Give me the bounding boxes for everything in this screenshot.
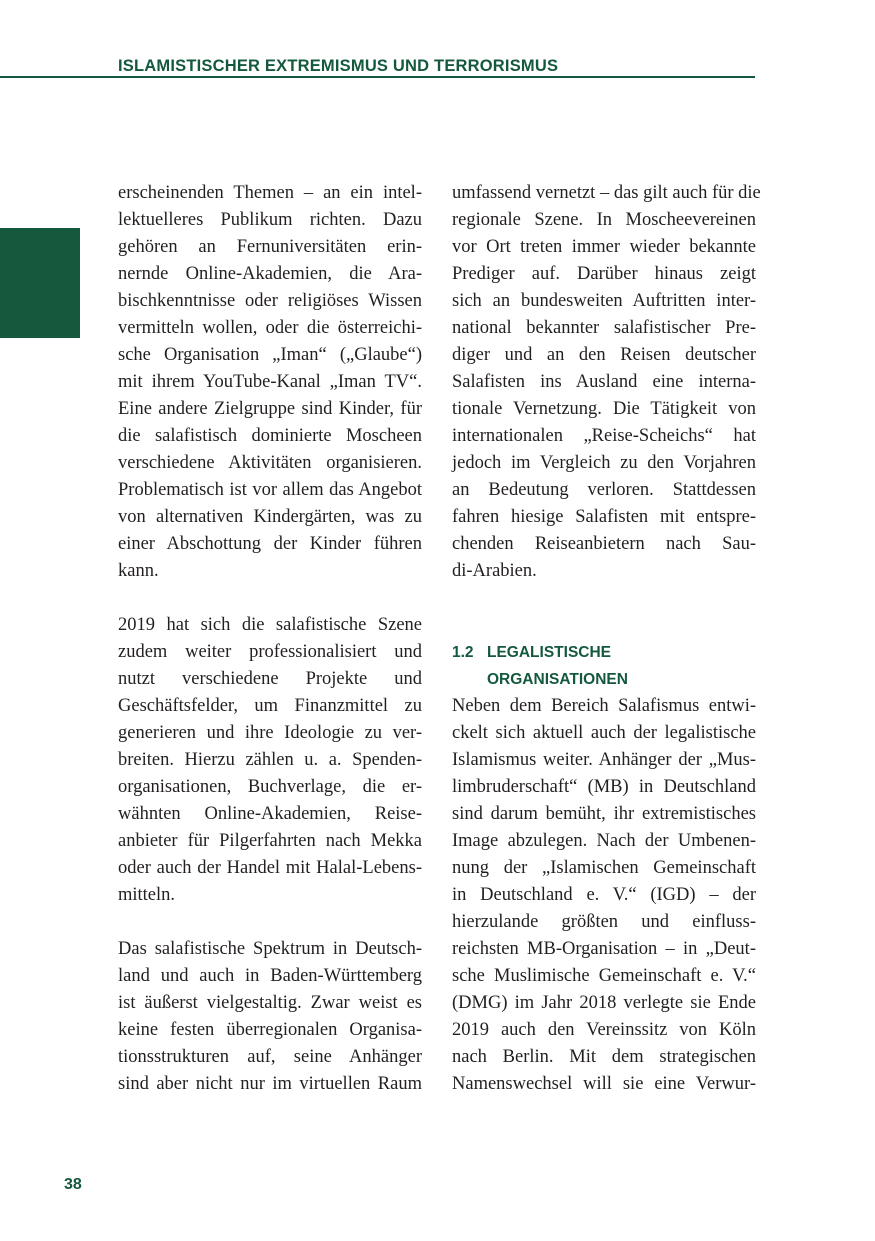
text-line: organisationen, Buchverlage, die er- [118, 777, 422, 797]
paragraph [452, 693, 756, 1098]
text-line: vor Ort treten immer wieder bekannte [452, 237, 756, 257]
text-line: von alternativen Kindergärten, was zu [118, 507, 422, 527]
section-title-line: ORGANISATIONEN [487, 671, 628, 688]
text-line: umfassend vernetzt – das gilt auch für die [452, 183, 761, 203]
text-line: mitteln. [118, 885, 176, 905]
text-line: Geschäftsfelder, um Finanzmittel zu [118, 696, 422, 716]
text-line: tionale Vernetzung. Die Tätigkeit von [452, 399, 756, 419]
text-line: bischkenntnisse oder religiöses Wissen [118, 291, 422, 311]
text-line: wähnten Online-Akademien, Reise- [118, 804, 422, 824]
text-line: hierzulande größten und einfluss- [452, 912, 756, 932]
text-line: tionsstrukturen auf, seine Anhänger [118, 1047, 422, 1067]
section-heading [452, 639, 756, 693]
text-line: nach Berlin. Mit dem strategischen [452, 1047, 756, 1067]
text-line: di-Arabien. [452, 561, 537, 581]
text-line: Das salafistische Spektrum in Deutsch- [118, 939, 422, 959]
text-line: Prediger auf. Darüber hinaus zeigt [452, 264, 756, 284]
text-line: zudem weiter professionalisiert und [118, 642, 422, 662]
text-line: Eine andere Zielgruppe sind Kinder, für [118, 399, 422, 419]
text-line: generieren und ihre Ideologie zu ver- [118, 723, 422, 743]
text-line: Islamismus weiter. Anhänger der „Mus- [452, 750, 756, 770]
text-line: breiten. Hierzu zählen u. a. Spenden- [118, 750, 422, 770]
text-line: einer Abschottung der Kinder führen [118, 534, 422, 554]
text-line: reichsten MB-Organisation – in „Deut- [452, 939, 756, 959]
text-line: erscheinenden Themen – an ein intel- [118, 183, 422, 203]
text-line: national bekannter salafistischer Pre- [452, 318, 756, 338]
paragraph [118, 180, 422, 585]
text-line: nung der „Islamischen Gemeinschaft [452, 858, 756, 878]
text-line: 2019 auch den Vereinssitz von Köln [452, 1020, 756, 1040]
text-line: 2019 hat sich die salafistische Szene [118, 615, 422, 635]
text-line: sche Organisation „Iman“ („Glaube“) [118, 345, 422, 365]
text-line: Image abzulegen. Nach der Umbenen- [452, 831, 756, 851]
text-line: nernde Online-Akademien, die Ara- [118, 264, 422, 284]
running-header: ISLAMISTISCHER EXTREMISMUS UND TERRORISMUS [118, 57, 559, 75]
text-line: nutzt verschiedene Projekte und [118, 669, 422, 689]
text-line: die salafistisch dominierte Moscheen [118, 426, 422, 446]
text-line: ist äußerst vielgestaltig. Zwar weist es [118, 993, 422, 1013]
text-line: limbruderschaft“ (MB) in Deutschland [452, 777, 756, 797]
text-line: an Bedeutung verloren. Stattdessen [452, 480, 756, 500]
text-line: verschiedene Aktivitäten organisieren. [118, 453, 422, 473]
text-line: diger und an den Reisen deutscher [452, 345, 756, 365]
text-line: chenden Reiseanbietern nach Sau- [452, 534, 756, 554]
text-line: mit ihrem YouTube-Kanal „Iman TV“. [118, 372, 422, 392]
section-number: 1.2 [452, 644, 474, 661]
text-line: sche Muslimische Gemeinschaft e. V.“ [452, 966, 756, 986]
right-column [452, 180, 761, 1098]
text-line: Namenswechsel will sie eine Verwur- [452, 1074, 756, 1094]
text-line: oder auch der Handel mit Halal-Lebens- [118, 858, 422, 878]
text-line: sich an bundesweiten Auftritten inter- [452, 291, 756, 311]
text-line: Problematisch ist vor allem das Angebot [118, 480, 422, 500]
text-line: vermitteln wollen, oder die österreichi- [118, 318, 422, 338]
text-line: anbieter für Pilgerfahrten nach Mekka [118, 831, 422, 851]
page-number: 38 [64, 1176, 82, 1193]
text-line: ckelt sich aktuell auch der legalistische [452, 723, 756, 743]
text-line: lektuelleres Publikum richten. Dazu [118, 210, 422, 230]
text-line: jedoch im Vergleich zu den Vorjahren [452, 453, 756, 473]
section-title-line: LEGALISTISCHE [487, 644, 612, 661]
text-line: kann. [118, 561, 159, 581]
text-line: (DMG) im Jahr 2018 verlegte sie Ende [452, 993, 756, 1013]
paragraph [452, 180, 761, 585]
text-line: internationalen „Reise-Scheichs“ hat [452, 426, 756, 446]
text-line: gehören an Fernuniversitäten erin- [118, 237, 422, 257]
text-line: sind darum bemüht, ihr extremistisches [452, 804, 756, 824]
paragraph [118, 936, 422, 1098]
text-line: in Deutschland e. V.“ (IGD) – der [452, 885, 756, 905]
chapter-tab-marker [0, 228, 80, 338]
header-rule [0, 76, 755, 78]
paragraph [118, 612, 422, 909]
text-line: regionale Szene. In Moscheevereinen [452, 210, 756, 230]
text-line: Salafisten ins Ausland eine interna- [452, 372, 756, 392]
left-column [118, 180, 422, 1098]
text-line: land und auch in Baden-Württemberg [118, 966, 422, 986]
text-line: Neben dem Bereich Salafismus entwi- [452, 696, 756, 716]
text-line: keine festen überregionalen Organisa- [118, 1020, 422, 1040]
text-line: fahren hiesige Salafisten mit entspre- [452, 507, 756, 527]
text-line: sind aber nicht nur im virtuellen Raum [118, 1074, 422, 1094]
